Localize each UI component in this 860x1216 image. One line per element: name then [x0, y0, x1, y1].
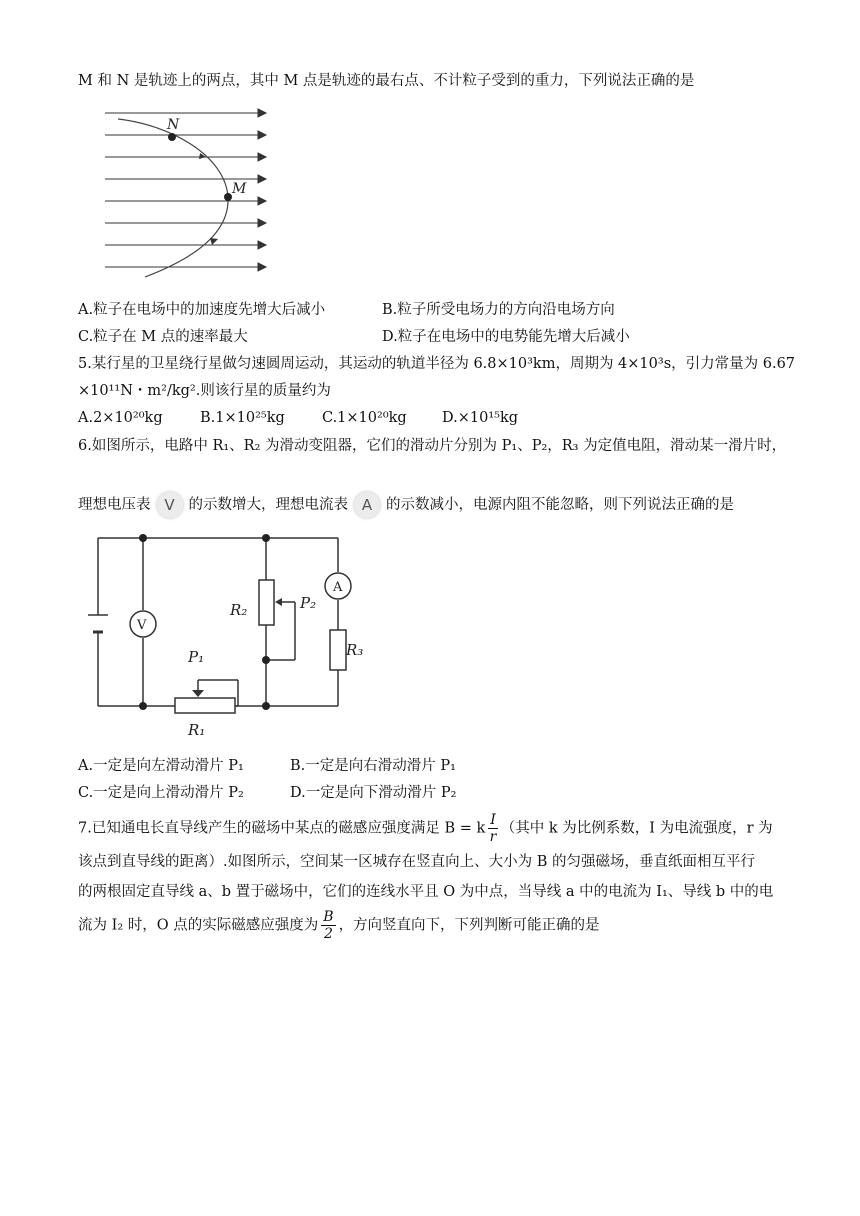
q7-line2: 该点到直导线的距离）.如图所示，空间某一区城存在竖直向上、大小为 B 的匀强磁场，垂直纸面相互平行 — [78, 854, 755, 870]
q6-option-a: A.一定是向左滑动滑片 P₁ — [78, 758, 244, 774]
label-p1: P₁ — [188, 648, 205, 666]
voltmeter-icon: V — [157, 492, 183, 518]
q5-line2: ×10¹¹N・m²/kg².则该行星的质量约为 — [78, 383, 331, 399]
circuit-figure — [88, 530, 364, 750]
q6-option-d: D.一定是向下滑动滑片 P₂ — [290, 785, 457, 801]
q5-line1: 5.某行星的卫星绕行星做匀速圆周运动，其运动的轨道半径为 6.8×10³km，周期为 4×10³s，引力常量为 6.67 — [78, 356, 796, 372]
q6-option-c: C.一定是向上滑动滑片 P₂ — [78, 785, 244, 801]
label-p2: P₂ — [300, 594, 317, 612]
label-r1: R₁ — [188, 721, 206, 739]
formula-fraction-b-over-2: $\frac{B}{2}$ — [323, 909, 334, 942]
q5-option-c: C.1×10²⁰kg — [322, 410, 407, 426]
q5-option-d: D.×10¹⁵kg — [442, 410, 519, 426]
q7-line1-part-b: （其中 k 为比例系数，I 为电流强度，r 为 — [500, 820, 773, 837]
circuit-ammeter-label: A — [333, 580, 343, 595]
q6-line2-part-a: 理想电压表 — [78, 497, 151, 513]
label-n: N — [167, 117, 180, 133]
q4-option-c: C.粒子在 M 点的速率最大 — [78, 329, 248, 345]
q6-line1: 6.如图所示，电路中 R₁、R₂ 为滑动变阻器，它们的滑动片分别为 P₁、P₂，R₃ 为定值电阻，滑动某一滑片时， — [78, 438, 787, 454]
label-r2: R₂ — [230, 601, 248, 619]
q4-stem: M 和 N 是轨迹上的两点，其中 M 点是轨迹的最右点、不计粒子受到的重力，下列说法正确的是 — [78, 73, 695, 89]
q7-line1-part-a: 7.已知通电长直导线产生的磁场中某点的磁感应强度满足 B = k — [78, 820, 486, 837]
q5-option-b: B.1×10²⁵kg — [200, 410, 285, 426]
q7-line4-part-a: 流为 I₂ 时，O 点的实际磁感应强度为 — [78, 917, 319, 934]
q4-option-d: D.粒子在电场中的电势能先增大后减小 — [382, 329, 630, 345]
q6-line2-part-c: 的示数减小，电源内阻不能忽略，则下列说法正确的是 — [386, 497, 734, 513]
circuit-voltmeter-label: V — [137, 618, 147, 633]
q6-line2 — [78, 488, 734, 522]
q7-line1 — [78, 812, 773, 845]
ammeter-icon: A — [354, 492, 380, 518]
q7-line4 — [78, 909, 600, 942]
q5-option-a: A.2×10²⁰kg — [78, 410, 163, 426]
label-m: M — [232, 181, 247, 197]
label-r3: R₃ — [346, 641, 364, 659]
q6-line2-part-b: 的示数增大，理想电流表 — [188, 497, 348, 513]
q6-option-b: B.一定是向右滑动滑片 P₁ — [290, 758, 456, 774]
formula-fraction-i-over-r: $\frac{I}{r}$ — [489, 812, 497, 845]
q7-line4-part-b: ，方向竖直向下，下列判断可能正确的是 — [338, 917, 600, 934]
field-trajectory-figure — [100, 105, 270, 285]
q4-option-a: A.粒子在电场中的加速度先增大后减小 — [78, 302, 326, 318]
q4-option-b: B.粒子所受电场力的方向沿电场方向 — [382, 302, 615, 318]
q7-line3: 的两根固定直导线 a、b 置于磁场中，它们的连线水平且 O 为中点，当导线 a 中的电流为 I₁、导线 b 中的电 — [78, 884, 774, 900]
